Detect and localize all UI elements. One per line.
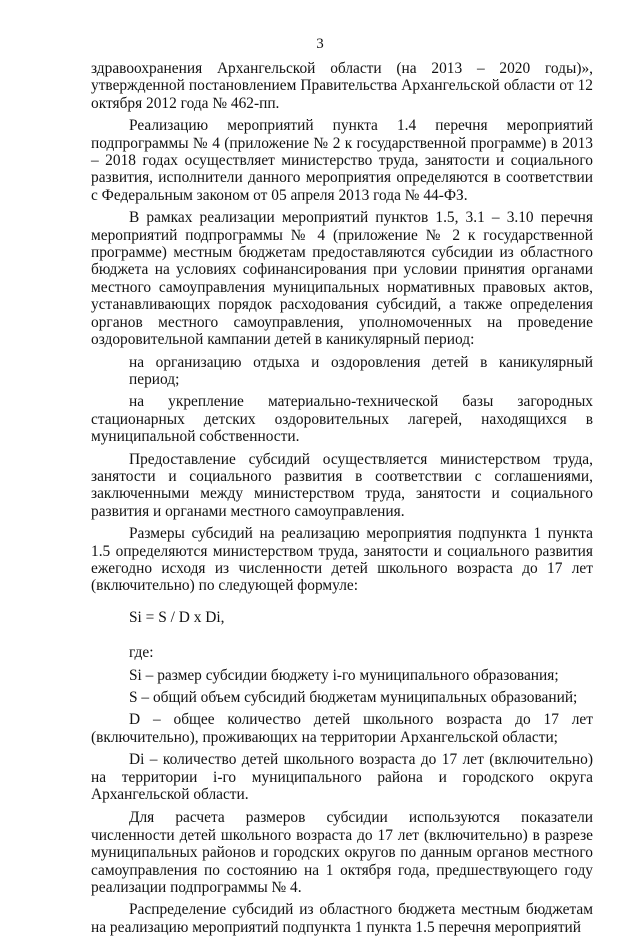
formula-where: где: [129, 644, 154, 662]
paragraph-calculation: Для расчета размеров субсидии используются показатели численности детей школьного возраста до 17 лет (включительно) в разрезе муниципальных районов и городских округов по данным органов местного самоуправления по состоянию на 1 октября года, предшествующего году реализации подпрограммы № 4. [91, 809, 593, 897]
paragraph-distribution: Распределение субсидий из областного бюджета местным бюджетам на реализацию мероприятий подпункта 1 пункта 1.5 перечня мероприятий [91, 901, 593, 936]
formula-def-d: D – общее количество детей школьного возраста до 17 лет (включительно), проживающих на территории Архангельской области; [91, 711, 593, 746]
formula: Si = S / D x Di, [129, 608, 225, 626]
paragraph-subsidy-size: Размеры субсидий на реализацию мероприятия подпункта 1 пункта 1.5 определяются министерством труда, занятости и социального развития ежегодно исходя из численности детей школьного возраста до 17 лет (включительно) по следующей формуле: [91, 525, 593, 595]
formula-def-s: S – общий объем субсидий бюджетам муниципальных образований; [129, 689, 578, 706]
paragraph-subsidy-provision: Предоставление субсидий осуществляется министерством труда, занятости и социального развития в соответствии с соглашениями, заключенными между министерством труда, занятости и социального развития и органами местного самоуправления. [91, 450, 593, 520]
formula-def-si: Si – размер субсидии бюджету i-го муниципального образования; [129, 666, 559, 684]
paragraph-1: здравоохранения Архангельской области (на 2013 – 2020 годы)», утвержденной постановлением Правительства Архангельской области от 12 октября 2012 года № 462-пп. [91, 60, 593, 112]
list-item-recreation: на организацию отдыха и оздоровления детей в каникулярный период; [129, 353, 593, 388]
formula-def-di: Di – количество детей школьного возраста до 17 лет (включительно) на территории i-го муниципального района и городского округа Архангельской области. [91, 751, 593, 804]
paragraph-2: Реализацию мероприятий пункта 1.4 перечня мероприятий подпрограммы № 4 (приложение № 2 к государственной программе) в 2013 – 2018 годах осуществляет министерство труда, занятости и социального развития, исполнители данного мероприятия определяются в соответствии с Федеральным законом от 05 апреля 2013 года № 44-ФЗ. [91, 117, 593, 204]
document-body [91, 60, 593, 941]
paragraph-3: В рамках реализации мероприятий пунктов 1.5, 3.1 – 3.10 перечня мероприятий подпрограммы № 4 (приложение № 2 к государственной программе) местным бюджетам предоставляются субсидии из областного бюджета на условиях софинансирования при условии принятия органами местного самоуправления муниципальных нормативных правовых актов, устанавливающих порядок расходования субсидий, а также определения органов местного самоуправления, уполномоченных на проведение оздоровительной кампании детей в каникулярный период: [91, 209, 593, 349]
list-item-camps: на укрепление материально-технической базы загородных стационарных детских оздоровительных лагерей, находящихся в муниципальной собственности. [91, 393, 593, 446]
page-number: 3 [316, 36, 324, 52]
